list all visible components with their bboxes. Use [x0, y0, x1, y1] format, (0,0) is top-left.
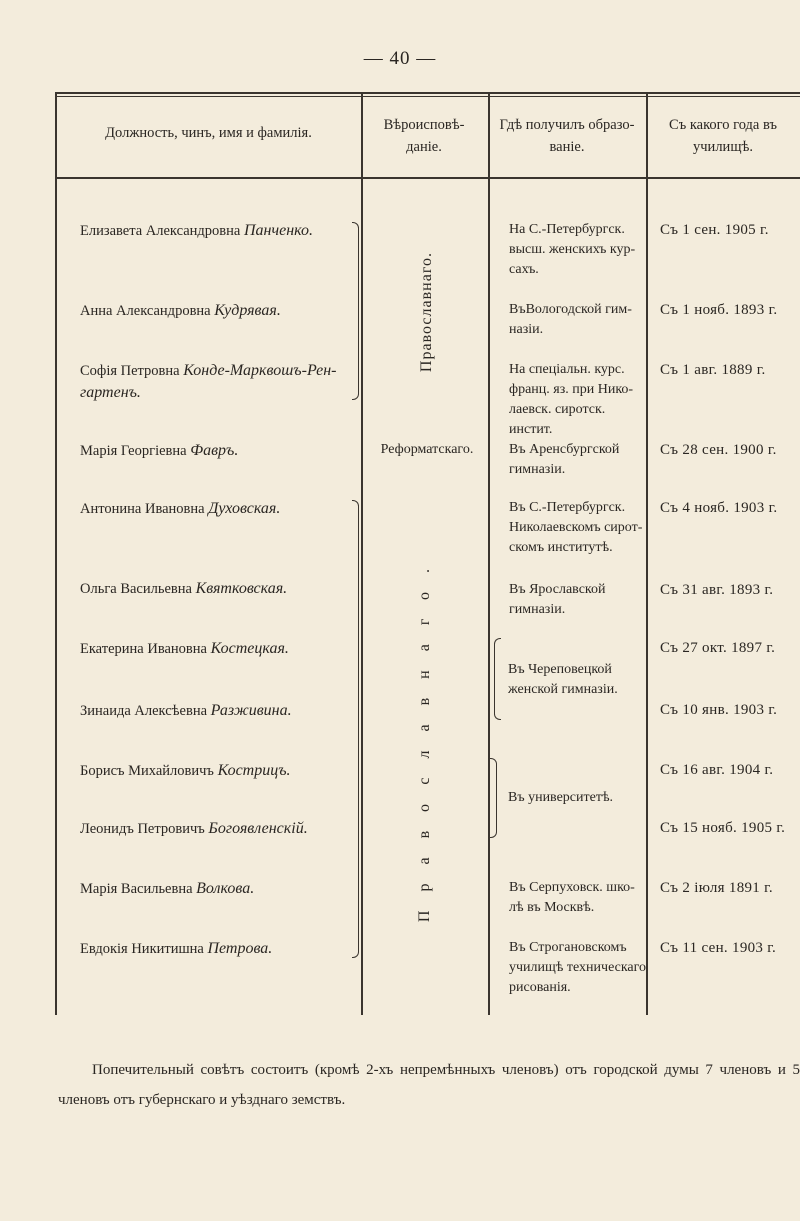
first-name: Анна Александровна [80, 303, 211, 319]
surname: Волкова. [196, 880, 255, 897]
table-row-name [80, 938, 360, 960]
first-name: Евдокія Никитишна [80, 941, 204, 957]
religion-orthodox-bottom: Православнаго. [416, 550, 433, 923]
first-name: Марія Георгіевна [80, 443, 187, 459]
education-brace [494, 638, 501, 720]
table-row-name [80, 578, 360, 600]
since-cell: Съ 1 сен. 1905 г. [660, 222, 769, 238]
table-row-name [80, 498, 360, 520]
table-row-name [80, 638, 360, 660]
education-cell: Въ Аренсбургской гимназіи. [509, 442, 620, 477]
surname: Костецкая. [210, 640, 289, 657]
footnote: Попечительный совѣтъ состоитъ (кромѣ 2-хъ непремѣнныхъ членовъ) отъ городской думы 7 членовъ и 5 членовъ отъ губернскаго и уѣзднаго земствъ. [58, 1062, 800, 1108]
table-row-name [80, 878, 360, 900]
first-name: Елизавета Александровна [80, 223, 241, 239]
table-row-name [80, 818, 360, 840]
header-name: Должность, чинъ, имя и фамилія. [105, 125, 312, 141]
education-cell: На С.-Петербургск. высш. женскихъ кур-сахъ. [509, 222, 636, 277]
education-cherepovets: Въ Череповецкой женской гимназіи. [508, 662, 618, 697]
first-name: Софія Петровна [80, 363, 180, 379]
surname: Кострицъ. [217, 762, 291, 779]
since-cell: Съ 1 авг. 1889 г. [660, 362, 766, 378]
table-row-name [80, 760, 360, 782]
surname: Кудрявая. [214, 302, 281, 319]
surname: Панченко. [243, 222, 314, 239]
surname: Петрова. [207, 940, 273, 957]
since-cell: Съ 2 іюля 1891 г. [660, 880, 773, 896]
header-education: Гдѣ получилъ образо-ваніе. [499, 117, 635, 155]
first-name: Антонина Ивановна [80, 501, 205, 517]
religion-orthodox-top: Православнаго. [418, 252, 435, 373]
first-name: Зинаида Алексѣевна [80, 703, 208, 719]
table-top-rule [55, 92, 800, 94]
header-bottom-rule [55, 177, 800, 179]
since-cell: Съ 10 янв. 1903 г. [660, 702, 778, 718]
education-university: Въ университетѣ. [508, 790, 614, 805]
first-name: Борисъ Михайловичъ [80, 763, 214, 779]
table-row-name [80, 220, 360, 242]
first-name: Ольга Васильевна [80, 581, 192, 597]
name-brace [352, 500, 359, 958]
since-cell: Съ 16 авг. 1904 г. [660, 762, 774, 778]
first-name: Екатерина Ивановна [80, 641, 207, 657]
table-row-name [80, 700, 360, 722]
since-cell: Съ 11 сен. 1903 г. [660, 940, 777, 956]
table-row-name [80, 440, 360, 462]
since-cell: Съ 1 нояб. 1893 г. [660, 302, 778, 318]
education-cell: Въ С.-Петербургск. Николаевскомъ сирот-скомъ институтѣ. [509, 500, 643, 555]
header-religion: Вѣроисповѣ-даніе. [383, 117, 465, 155]
table-row-name [80, 300, 360, 322]
page-number: — 40 — [363, 48, 437, 69]
education-cell: Въ Ярославской гимназіи. [509, 582, 606, 617]
since-cell: Съ 15 нояб. 1905 г. [660, 820, 786, 836]
since-cell: Съ 28 сен. 1900 г. [660, 442, 777, 458]
education-brace [490, 758, 497, 838]
first-name: Марія Васильевна [80, 881, 193, 897]
since-cell: Съ 31 авг. 1893 г. [660, 582, 774, 598]
education-cell: Въ Серпуховск. шко-лѣ въ Москвѣ. [509, 880, 635, 915]
name-brace [352, 222, 359, 400]
since-cell: Съ 4 нояб. 1903 г. [660, 500, 778, 516]
religion-reformed: Реформатскаго. [380, 442, 474, 457]
education-cell: На спеціальн. курс. франц. яз. при Нико-лаевск. сиротск. инстит. [509, 362, 634, 437]
surname: Разживина. [210, 702, 292, 719]
surname: Конде-Марквошъ-Рен-гартенъ. [80, 362, 337, 401]
column-divider [488, 93, 490, 1015]
column-divider [361, 93, 363, 1015]
education-cell: Въ Строгановскомъ училищѣ техническаго рисованія. [509, 940, 647, 995]
surname: Фавръ. [190, 442, 239, 459]
surname: Богоявленскій. [208, 820, 308, 837]
surname: Духовская. [208, 500, 281, 517]
first-name: Леонидъ Петровичъ [80, 821, 205, 837]
column-divider [55, 93, 57, 1015]
education-cell: ВъВологодской гим-назіи. [509, 302, 632, 337]
header-since: Съ какого года въ училищѣ. [669, 117, 777, 155]
table-row-name [80, 360, 360, 404]
since-cell: Съ 27 окт. 1897 г. [660, 640, 776, 656]
surname: Квятковская. [195, 580, 288, 597]
table-top-rule-thin [55, 96, 800, 97]
